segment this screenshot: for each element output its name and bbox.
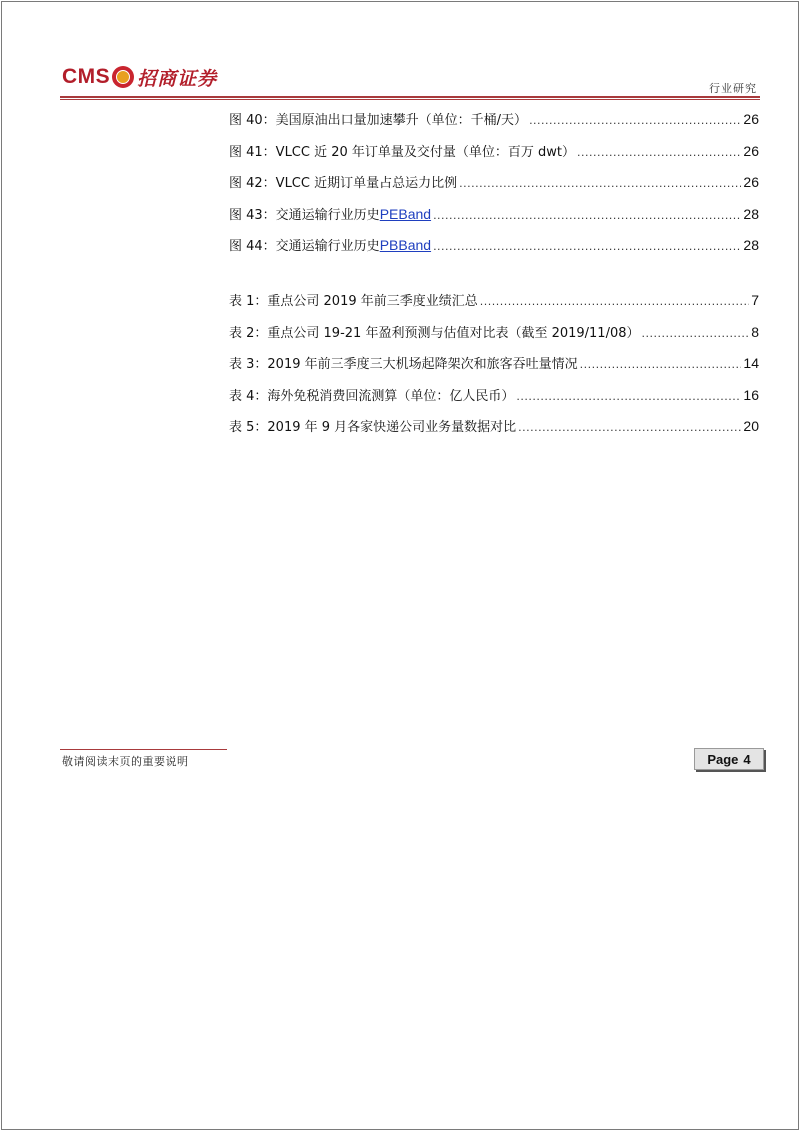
toc-dot-leader — [516, 388, 741, 406]
toc-entry-table-4[interactable] — [229, 386, 759, 418]
logo-cn-text: 招商证券 — [137, 67, 218, 90]
toc-dot-leader — [529, 112, 741, 130]
peband-link[interactable]: PEBand — [379, 205, 432, 222]
figure-list — [229, 110, 759, 268]
toc-entry-table-1[interactable] — [229, 291, 759, 323]
toc-entry-label: 表 1：重点公司 2019 年前三季度业绩汇总 — [229, 294, 478, 309]
toc-entry-figure-40[interactable] — [229, 110, 759, 142]
toc-entry-label — [229, 236, 431, 256]
toc-dot-leader — [480, 293, 749, 311]
disclaimer-note: 敬请阅读末页的重要说明 — [62, 755, 189, 768]
toc-entry-label: 表 3：2019 年前三季度三大机场起降架次和旅客吞吐量情况 — [229, 357, 578, 372]
toc-dot-leader — [642, 325, 750, 343]
toc-entry-page: 14 — [743, 355, 759, 371]
toc-dot-leader — [459, 175, 741, 193]
toc-entry-label: 图 41：VLCC 近 20 年订单量及交付量（单位：百万 dwt） — [229, 144, 576, 160]
logo-cms-text: CMS — [62, 65, 111, 88]
toc-entry-figure-44[interactable] — [229, 236, 759, 268]
toc-entry-page: 8 — [751, 323, 759, 340]
toc-entry-page: 16 — [743, 386, 759, 403]
table-list — [229, 291, 759, 449]
toc-dot-leader — [518, 419, 741, 437]
toc-dot-leader — [580, 356, 742, 374]
toc-entry-label: 图 42：VLCC 近期订单量占总运力比例 — [229, 176, 458, 191]
page-number: 4 — [743, 751, 751, 767]
pbband-link[interactable]: PBBand — [379, 237, 432, 253]
toc-entry-table-2[interactable] — [229, 323, 759, 355]
report-category: 行业研究 — [709, 82, 757, 95]
page-word: Page — [707, 751, 739, 767]
cms-logo — [62, 63, 217, 91]
toc-dot-leader — [577, 144, 741, 162]
toc-entry-page: 28 — [743, 237, 759, 253]
footer-rule — [60, 749, 227, 750]
toc-entry-table-5[interactable] — [229, 417, 759, 449]
toc-entry-label: 表 4：海外免税消费回流测算（单位：亿人民币） — [229, 388, 515, 404]
toc-entry-figure-43[interactable] — [229, 205, 759, 237]
toc-dot-leader — [433, 238, 741, 256]
toc-entry-page: 26 — [743, 174, 759, 190]
toc-dot-leader — [433, 207, 741, 225]
toc-entry-page: 26 — [743, 142, 759, 159]
toc-entry-text: 图 43：交通运输行业历史 — [229, 207, 380, 223]
toc-entry-label: 表 5：2019 年 9 月各家快递公司业务量数据对比 — [229, 420, 517, 435]
toc-entry-page: 7 — [751, 292, 759, 308]
toc-entry-figure-42[interactable] — [229, 173, 759, 205]
toc-entry-page: 26 — [743, 111, 759, 127]
toc-entry-page: 28 — [743, 205, 759, 222]
page-number-box — [694, 748, 764, 770]
header-rule — [60, 96, 760, 98]
toc-entry-table-3[interactable] — [229, 354, 759, 386]
toc-entry-page: 20 — [743, 418, 759, 434]
toc-entry-label: 图 40：美国原油出口量加速攀升（单位：千桶/天） — [229, 113, 528, 128]
toc-entry-label — [229, 205, 431, 225]
toc-entry-label: 表 2：重点公司 19-21 年盈利预测与估值对比表（截至 2019/11/08） — [229, 325, 640, 341]
toc-entry-text: 图 44：交通运输行业历史 — [229, 239, 380, 254]
toc-entry-figure-41[interactable] — [229, 142, 759, 174]
logo-emblem-icon — [112, 66, 134, 88]
header-rule-thin — [60, 99, 760, 100]
